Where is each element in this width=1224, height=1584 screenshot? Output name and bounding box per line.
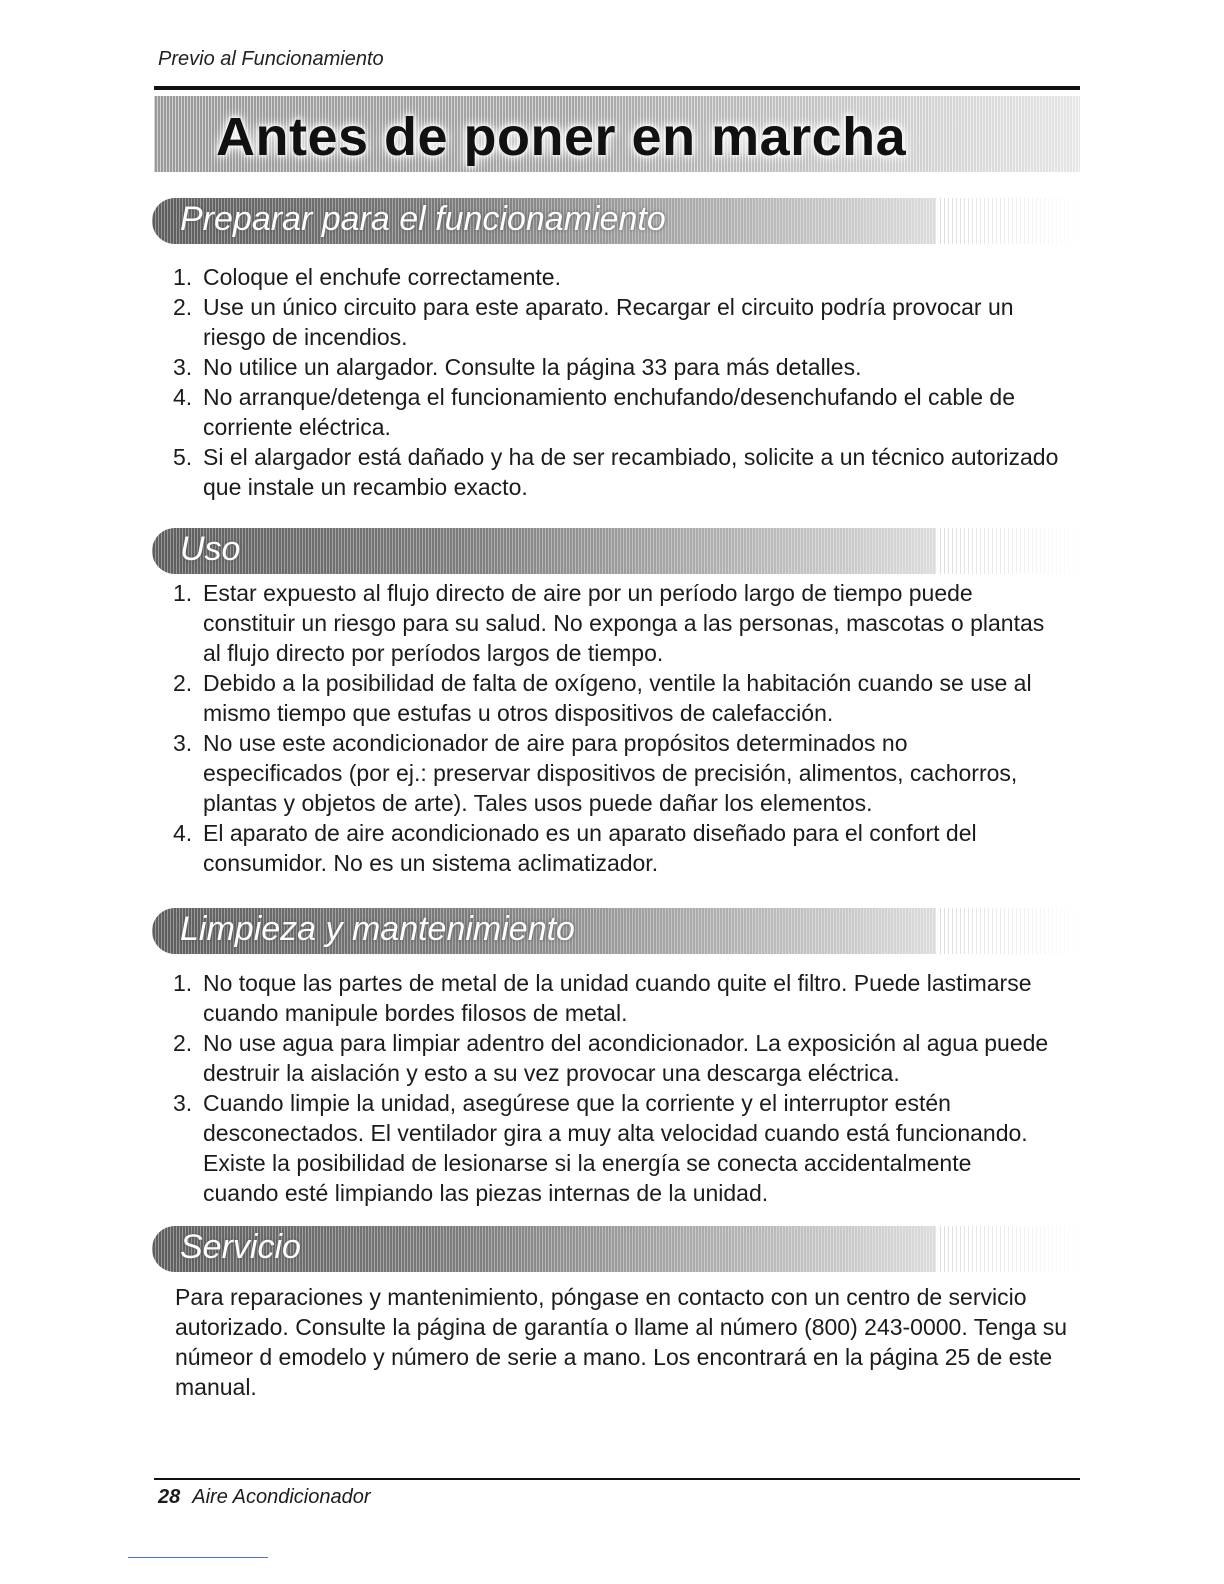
list-item [173,578,1053,668]
section-heading-label: Servicio [180,1228,301,1266]
heading-fade [940,528,1080,574]
item-number: 3. [173,730,193,756]
section-heading-limpieza [152,908,936,954]
section-heading-label: Limpieza y mantenimiento [180,910,575,948]
item-text: No arranque/detenga el funcionamiento enchufando/desenchufando el cable de corriente eléctrica. [203,384,1016,440]
preparar-list [173,262,1063,502]
limpieza-list [173,968,1053,1208]
page-title: Antes de poner en marcha [216,107,907,167]
item-number: 1. [173,580,193,606]
heading-fade [940,198,1080,244]
item-number: 1. [173,264,193,290]
list-item [173,968,1053,1028]
item-text: No utilice un alargador. Consulte la página 33 para más detalles. [203,354,862,380]
item-text: El aparato de aire acondicionado es un aparato diseñado para el confort del consumidor. No es un sistema aclimatizador. [203,820,977,876]
item-number: 2. [173,670,193,696]
list-item [173,818,1053,878]
uso-list [173,578,1053,878]
item-text: Cuando limpie la unidad, asegúrese que la corriente y el interruptor estén desconectados. El ventilador gira a muy alta velocidad cuando está funcionando. Existe la posibilidad de lesionarse si la energía se conecta accidentalmente cuando esté limpiando las piezas internas de la unidad. [203,1090,1028,1206]
item-number: 1. [173,970,193,996]
list-item [173,728,1053,818]
list-item [173,292,1063,352]
section-heading-uso [152,528,936,574]
running-head: Previo al Funcionamiento [158,48,384,70]
item-number: 3. [173,354,193,380]
item-text: No use este acondicionador de aire para propósitos determinados no especificados (por ej.: preservar dispositivos de precisión, alimentos, cachorros, plantas y objetos de arte). Tales usos puede dañar los elementos. [203,730,1018,816]
item-text: Coloque el enchufe correctamente. [203,264,561,290]
item-number: 3. [173,1090,193,1116]
heading-fade [940,1226,1080,1272]
link-underline [128,1557,268,1558]
item-number: 5. [173,444,193,470]
item-text: Debido a la posibilidad de falta de oxígeno, ventile la habitación cuando se use al mismo tiempo que estufas u otros dispositivos de calefacción. [203,670,1032,726]
servicio-paragraph: Para reparaciones y mantenimiento, póngase en contacto con un centro de servicio autorizado. Consulte la página de garantía o llame al número (800) 243-0000. Tenga su númeor d emodelo y número de serie a mano. Los encontrará en la página 25 de este manual. [175,1284,1068,1400]
item-number: 2. [173,294,193,320]
item-text: Estar expuesto al flujo directo de aire por un período largo de tiempo puede constituir un riesgo para su salud. No exponga a las personas, mascotas o plantas al flujo directo por períodos largos de tiempo. [203,580,1045,666]
item-number: 2. [173,1030,193,1056]
heading-fade [940,908,1080,954]
list-item [173,668,1053,728]
list-item [173,1028,1053,1088]
item-text: No toque las partes de metal de la unidad cuando quite el filtro. Puede lastimarse cuando manipule bordes filosos de metal. [203,970,1032,1026]
page-number: 28 [158,1486,181,1508]
list-item [173,442,1063,502]
section-heading-preparar [152,198,936,244]
list-item [173,352,1063,382]
list-item [173,382,1063,442]
section-heading-label: Uso [180,530,241,568]
item-text: Use un único circuito para este aparato. Recargar el circuito podría provocar un riesgo de incendios. [203,294,1014,350]
footer [158,1486,371,1509]
item-text: No use agua para limpiar adentro del acondicionador. La exposición al agua puede destruir la aislación y esto a su vez provocar una descarga eléctrica. [203,1030,1049,1086]
section-heading-label: Preparar para el funcionamiento [180,200,666,238]
footer-product: Aire Acondicionador [192,1486,371,1508]
section-heading-servicio [152,1226,936,1272]
title-band [154,96,1080,172]
list-item [173,262,1063,292]
item-number: 4. [173,384,193,410]
top-rule [154,86,1080,90]
list-item [173,1088,1053,1208]
item-text: Si el alargador está dañado y ha de ser recambiado, solicite a un técnico autorizado que instale un recambio exacto. [203,444,1059,500]
bottom-rule [154,1478,1080,1480]
item-number: 4. [173,820,193,846]
